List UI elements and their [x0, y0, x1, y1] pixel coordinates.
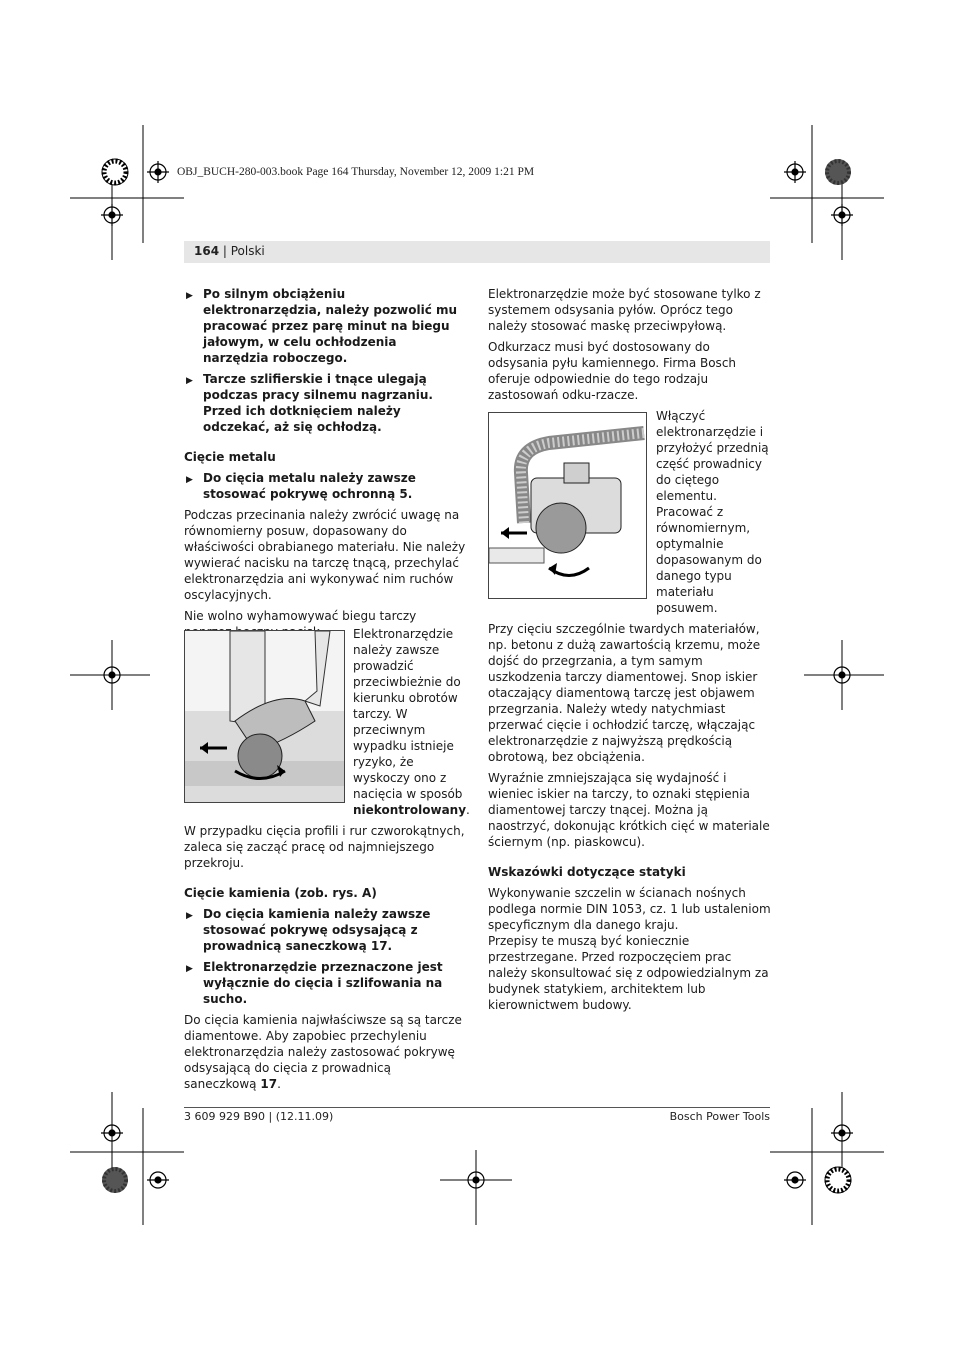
paragraph-diamond-discs	[184, 1012, 466, 1092]
figure-metal-cutting	[184, 630, 345, 803]
page-number: 164	[194, 244, 220, 258]
figure-metal-caption	[353, 626, 468, 818]
footer-rule	[184, 1107, 770, 1108]
header-language: Polski	[230, 244, 265, 258]
paragraph-din: Wykonywanie szczelin w ścianach nośnych podlega normie DIN 1053, cz. 1 lub ustaleniom specyficznym dla danego kraju.	[488, 886, 771, 932]
paragraph-vacuum: Odkurzacz musi być dostosowany do odsysania pyłu kamiennego. Firma Bosch oferuje odpowiednie do tego rodzaju zastosowań odku-rzacze.	[488, 340, 737, 402]
figure-stone-cutting	[488, 412, 647, 599]
paragraph-profiles: W przypadku cięcia profili i rur czworokątnych, zaleca się zacząć pracę od najmniejszego przekroju.	[184, 824, 465, 870]
bullet-discs-hot: ▶ Tarcze szlifierskie i tnące ulegają podczas pracy silnemu nagrzaniu. Przed ich dotknięciem należy odczekać, aż się ochłodzą.	[184, 371, 466, 435]
file-info-header: OBJ_BUCH-280-003.book Page 164 Thursday, November 12, 2009 1:21 PM	[177, 166, 535, 178]
footer-brand: Bosch Power Tools	[669, 1110, 770, 1123]
page-header	[194, 244, 265, 258]
diamond-bold: 17	[260, 1077, 278, 1091]
stone-cutting-illustration	[489, 413, 646, 598]
left-column-bottom	[184, 823, 466, 1097]
page-header-band	[184, 241, 770, 263]
paragraph-dull-disc: Wyraźnie zmniejszająca się wydajność i wieniec iskier na tarczy, to oznaki stępienia diamentowej tarczy tnącej. Można ją naostrzyć, dokonując krótkich cięć w materiale ściernym (np. piaskowcu).	[488, 771, 770, 849]
diamond-end: .	[277, 1077, 281, 1091]
metal-caption-end: .	[466, 803, 470, 817]
metal-caption-bold: niekontrolowany	[353, 803, 467, 817]
figure-stone-caption: Włączyć elektronarzędzie i przyłożyć przednią część prowadnicy do ciętego elementu. Pracować z równomiernym, optymalnie dopasowanym do danego typu materiału posuwem.	[656, 409, 769, 615]
paragraph-no-braking: Nie wolno wyhamowywać biegu tarczy	[184, 609, 417, 623]
paragraph-feed: Podczas przecinania należy zwrócić uwagę na równomierny posuw, dopasowany do właściwości obrabianego materiału. Nie należy wywierać nacisku na tarczę tnącą, przechylać elektronarzędzia ani wykonywać nim ruchów oscylacyjnych.	[184, 508, 466, 602]
left-column-top	[184, 286, 466, 645]
diamond-text: Do cięcia kamienia najwłaściwsze są są tarcze diamentowe. Aby zapobiec przechyleniu elektronarzędzia należy zastosować pokrywę odsysającą do cięcia z prowadnicą saneczkową	[184, 1013, 462, 1091]
heading-statics: Wskazówki dotyczące statyki	[488, 865, 686, 879]
heading-metal-cutting: Cięcie metalu	[184, 450, 276, 464]
metal-caption-text: Elektronarzędzie należy zawsze prowadzić przeciwbieżnie do kierunku obrotów tarczy. W przeciwnym wypadku istnieje ryzyko, że wyskoczy ono z nacięcia w sposób	[353, 627, 463, 801]
metal-cutting-illustration	[185, 631, 344, 802]
paragraph-overheating: Przy cięciu szczególnie twardych materiałów, np. betonu z dużą zawartością krzemu, może dojść do przegrzania, a tym samym uszkodzenia tarczy diamentowej. Snop iskier otaczający diamentową tarczę jest objawem przegrzania. Należy wtedy natychmiast przerwać cięcie i ochłodzić tarczę, włączając elektronarzędzie z najwyższą prędkością obrotową, bez obciążenia.	[488, 622, 761, 764]
right-column-bottom	[488, 621, 772, 1018]
heading-stone-cutting: Cięcie kamienia (zob. rys. A)	[184, 886, 377, 900]
bullet-cooling: ▶ Po silnym obciążeniu elektronarzędzia, należy pozwolić mu pracować przez parę minut na biegu jałowym, w celu ochłodzenia narzędzia roboczego.	[184, 286, 466, 366]
right-column-top	[488, 286, 772, 408]
bullet-dry-only: ▶ Elektronarzędzie przeznaczone jest wyłącznie do cięcia i szlifowania na sucho.	[184, 959, 466, 1007]
paragraph-dust-system: Elektronarzędzie może być stosowane tylko z systemem odsysania pyłów. Oprócz tego należy stosować maskę przeciwpyłową.	[488, 287, 761, 333]
bullet-metal-guard: ▶ Do cięcia metalu należy zawsze stosować pokrywę ochronną 5.	[184, 470, 466, 502]
footer-doc-number: 3 609 929 B90 | (12.11.09)	[184, 1110, 334, 1123]
bullet-stone-guard: ▶ Do cięcia kamienia należy zawsze stosować pokrywę odsysającą z prowadnicą saneczkową 17.	[184, 906, 466, 954]
paragraph-consult: Przepisy te muszą być koniecznie przestrzegane. Przed rozpoczęciem prac należy skonsultować się z odpowiedzialnym za budynek statykiem, architektem lub kierownictwem budowy.	[488, 934, 769, 1012]
header-separator: |	[219, 244, 231, 258]
